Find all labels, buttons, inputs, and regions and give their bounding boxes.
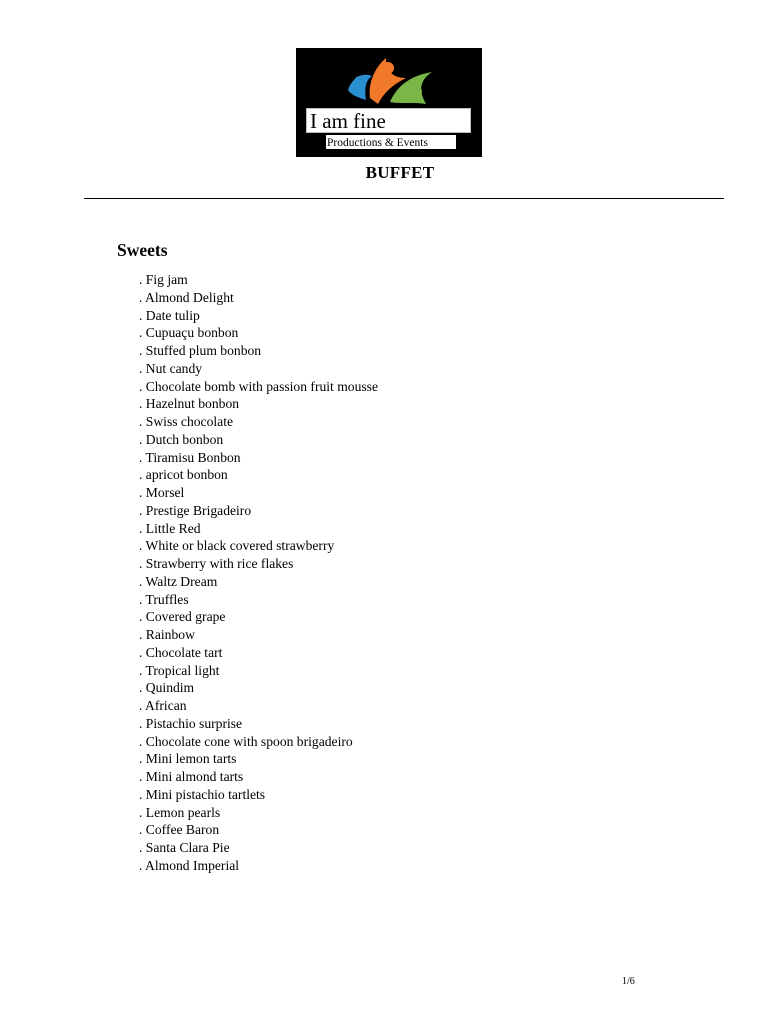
page-number: 1/6 [622,976,635,987]
list-item: . Stuffed plum bonbon [139,343,262,358]
list-item: . apricot bonbon [139,467,228,483]
list-item: . Rainbow [139,627,195,642]
list-item: . Dutch bonbon [139,431,224,447]
list-item: . Hazelnut bonbon [139,396,240,412]
list-item: . Swiss chocolate [139,414,234,429]
three-figures-logo-icon [296,48,482,108]
list-item: . Cupuaçu bonbon [139,325,239,341]
list-item: . Chocolate cone with spoon brigadeiro [139,733,353,749]
list-item: . Coffee Baron [139,822,220,838]
list-item: . Almond Imperial [139,857,240,873]
list-item: . Almond Delight [139,289,234,305]
list-item: . White or black covered strawberry [139,538,335,554]
logo-subtitle: Productions & Events [327,137,428,149]
list-item: . Morsel [139,485,185,500]
list-item: . Tropical light [139,662,220,678]
company-logo [296,48,482,157]
list-item: . Nut candy [139,360,203,376]
list-item: . Mini almond tarts [139,769,244,784]
list-item: . Quindim [139,680,195,696]
divider [84,198,724,199]
page-title: BUFFET [365,163,435,182]
list-item: . Mini lemon tarts [139,751,237,767]
list-item: . Chocolate tart [139,644,223,660]
list-item: . Santa Clara Pie [139,840,230,855]
list-item: . Fig jam [139,272,188,287]
list-item: . African [139,698,187,713]
list-item: . Pistachio surprise [139,715,243,731]
list-item: . Prestige Brigadeiro [139,502,252,518]
logo-title-box [306,108,471,133]
list-item: . Chocolate bomb with passion fruit mousse [139,378,378,394]
list-item: . Truffles [139,591,189,607]
list-item: . Strawberry with rice flakes [139,556,294,571]
logo-title: I am fine [310,109,386,133]
section-title: Sweets [117,240,168,260]
list-item: . Mini pistachio tartlets [139,786,266,802]
list-item: . Date tulip [139,307,200,323]
logo-subtitle-box [326,135,456,149]
sweets-list [139,271,378,875]
list-item: . Lemon pearls [139,804,221,820]
list-item: . Little Red [139,520,201,536]
list-item: . Covered grape [139,609,226,625]
list-item: . Tiramisu Bonbon [139,449,241,465]
list-item: . Waltz Dream [139,573,218,589]
